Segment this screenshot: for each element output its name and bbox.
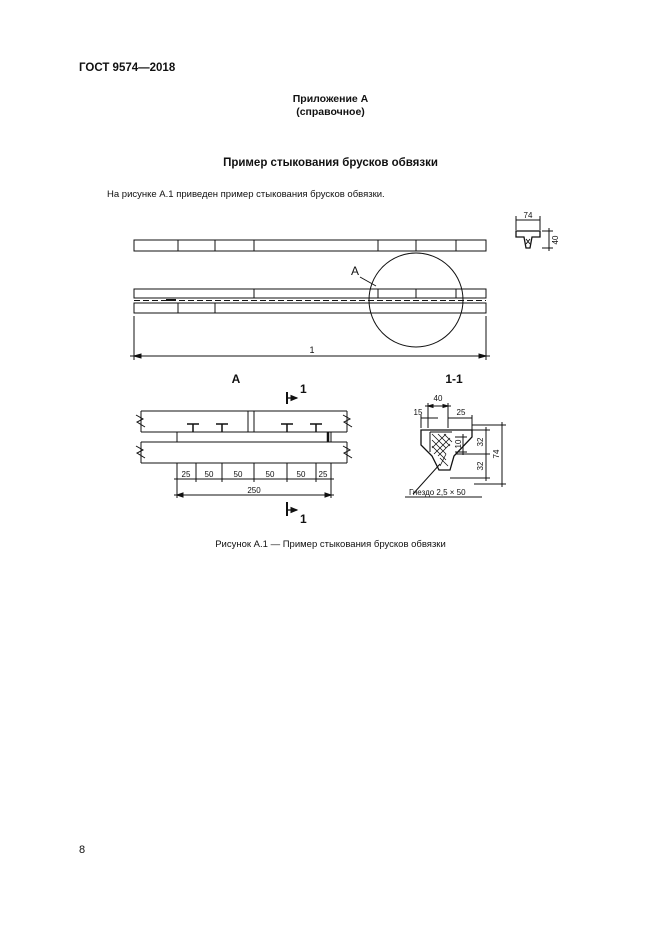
section-view-title: 1-1 — [445, 372, 463, 386]
segment-label: 50 — [204, 470, 214, 479]
segment-label: 25 — [318, 470, 328, 479]
overall-length-dimension — [130, 316, 490, 360]
appendix-title: Приложение А — [292, 93, 369, 105]
overview-top-bar — [134, 240, 486, 251]
callout-label: А — [351, 264, 360, 278]
detail-a — [136, 372, 352, 526]
section-overall: 74 — [492, 449, 501, 459]
profile-height-label: 40 — [551, 235, 560, 245]
section-1-1 — [405, 372, 506, 497]
section-top-width: 40 — [433, 394, 443, 403]
figure-caption: Рисунок А.1 — Пример стыкования брусков обвязки — [215, 539, 446, 550]
callout-leader — [360, 277, 376, 286]
intro-paragraph: На рисунке А.1 приведен пример стыкования брусков обвязки. — [107, 189, 385, 200]
segment-label: 50 — [233, 470, 243, 479]
section-mark-bottom-label: 1 — [300, 512, 307, 526]
section-mark-top-label: 1 — [300, 382, 307, 396]
overview-joined-bars — [134, 289, 486, 313]
section-heading: Пример стыкования брусков обвязки — [223, 157, 438, 169]
section-right-offset: 25 — [456, 408, 466, 417]
section-left-offset: 15 — [413, 408, 423, 417]
profile-section — [516, 211, 560, 251]
section-lower: 32 — [476, 461, 485, 471]
section-upper: 32 — [476, 437, 485, 447]
section-depth: 10 — [454, 439, 463, 449]
profile-width-label: 74 — [523, 211, 533, 220]
segment-label: 50 — [296, 470, 306, 479]
segment-label: 50 — [265, 470, 275, 479]
page-number: 8 — [79, 844, 86, 856]
slot-label: Гнездо 2,5 × 50 — [409, 488, 466, 497]
standard-number: ГОСТ 9574—2018 — [79, 62, 176, 74]
total-length-label: 250 — [247, 486, 261, 495]
detail-title: А — [231, 372, 241, 386]
appendix-note: (справочное) — [296, 106, 365, 118]
segment-label: 25 — [181, 470, 191, 479]
overall-length-label: 1 — [309, 345, 315, 355]
